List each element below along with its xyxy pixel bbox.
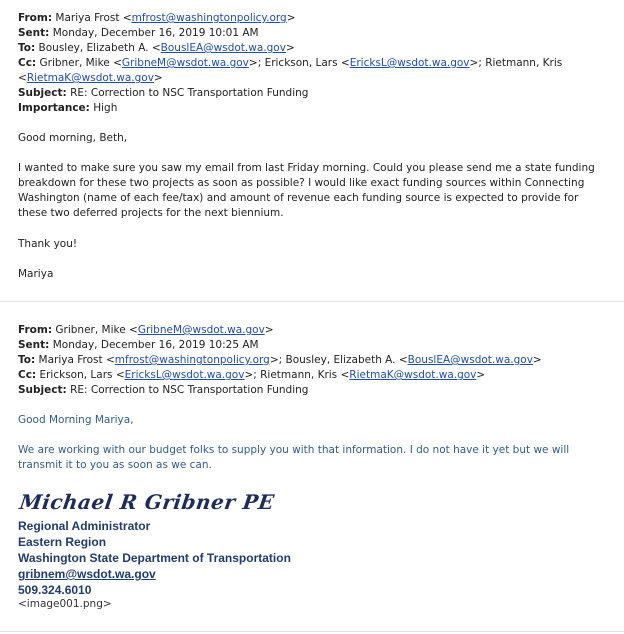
- sent-line: [18, 338, 618, 353]
- sent-label: Sent:: [18, 27, 50, 39]
- cc3-open: <: [18, 72, 27, 84]
- email-message-1: [0, 0, 624, 302]
- cc1-email-link[interactable]: GribneM@wsdot.wa.gov: [121, 57, 249, 69]
- signoff-name: Mariya: [18, 268, 54, 280]
- cc3-email-link[interactable]: RietmaK@wsdot.wa.gov: [26, 72, 154, 84]
- body-paragraph: I wanted to make sure you saw my email from last Friday morning. Could you please send me a state funding breakdown for these two projects as soon as possible? I would like exact funding sources within Connecting Washington (name of each fee/tax) and amount of revenue each funding source is expected to provide for these two deferred projects for the next biennium.: [18, 162, 595, 219]
- cc3-name: >; Rietmann, Kris: [469, 57, 563, 69]
- to-email-link[interactable]: BouslEA@wsdot.wa.gov: [160, 42, 286, 54]
- cc-line: [18, 368, 618, 383]
- email-body-1-signoff: [18, 267, 608, 282]
- cc1-email-link[interactable]: EricksL@wsdot.wa.gov: [124, 369, 245, 381]
- subject-line: [18, 383, 618, 398]
- email-header-2: [18, 323, 618, 398]
- cc3-tail: >: [153, 72, 163, 84]
- thanks-line: Thank you!: [18, 238, 78, 250]
- to-line: [18, 353, 618, 368]
- from-email-link[interactable]: mfrost@washingtonpolicy.org: [131, 12, 287, 24]
- from-email-link[interactable]: GribneM@wsdot.wa.gov: [137, 324, 265, 336]
- greeting: Good Morning Mariya,: [18, 414, 134, 426]
- greeting: Good morning, Beth,: [18, 132, 128, 144]
- to2-name: >; Bousley, Elizabeth A. <: [269, 354, 408, 366]
- subject-line: [18, 86, 618, 101]
- sent-label: Sent:: [18, 339, 50, 351]
- to-label: To:: [18, 354, 36, 366]
- signature-block: [18, 518, 291, 598]
- to1-name: Mariya Frost <: [38, 354, 115, 366]
- cc2-tail: >: [476, 369, 486, 381]
- from-label: From:: [18, 324, 53, 336]
- cc1-name: Gribner, Mike <: [39, 57, 122, 69]
- to1-email-link[interactable]: mfrost@washingtonpolicy.org: [114, 354, 270, 366]
- from-line: [18, 323, 618, 338]
- cc-line-continued: [18, 71, 618, 86]
- email-body-2-paragraph: [18, 443, 608, 473]
- from-tail: >: [286, 12, 296, 24]
- subject-value: RE: Correction to NSC Transportation Funding: [70, 384, 309, 396]
- importance-line: [18, 101, 618, 116]
- to2-tail: >: [532, 354, 542, 366]
- sent-value: Monday, December 16, 2019 10:01 AM: [52, 27, 259, 39]
- cc1-name: Erickson, Lars <: [39, 369, 125, 381]
- subject-label: Subject:: [18, 384, 67, 396]
- email-message-2: [0, 303, 624, 634]
- from-line: [18, 11, 618, 26]
- email-body-1: [18, 131, 608, 146]
- subject-label: Subject:: [18, 87, 67, 99]
- from-label: From:: [18, 12, 53, 24]
- message-divider: [0, 301, 624, 302]
- image-attachment-placeholder: <image001.png>: [18, 598, 112, 610]
- email-body-1-paragraph: [18, 161, 608, 221]
- handwritten-signature: Michael R Gribner PE: [18, 490, 276, 514]
- signature-title: Regional Administrator: [18, 519, 151, 533]
- signature-region: Eastern Region: [18, 535, 107, 549]
- signature-organization: Washington State Department of Transportation: [18, 551, 291, 565]
- bottom-divider: [0, 631, 624, 632]
- cc2-email-link[interactable]: RietmaK@wsdot.wa.gov: [349, 369, 477, 381]
- to-tail: >: [285, 42, 295, 54]
- sent-value: Monday, December 16, 2019 10:25 AM: [52, 339, 259, 351]
- email-header-1: [18, 11, 618, 116]
- from-name: Gribner, Mike <: [55, 324, 138, 336]
- email-body-1-thanks: [18, 237, 608, 252]
- from-tail: >: [264, 324, 274, 336]
- cc2-email-link[interactable]: EricksL@wsdot.wa.gov: [349, 57, 470, 69]
- to2-email-link[interactable]: BouslEA@wsdot.wa.gov: [407, 354, 533, 366]
- email-body-2-greeting: [18, 413, 608, 428]
- cc2-name: >; Rietmann, Kris <: [244, 369, 350, 381]
- to-label: To:: [18, 42, 36, 54]
- to-name: Bousley, Elizabeth A. <: [38, 42, 161, 54]
- importance-label: Importance:: [18, 102, 90, 114]
- importance-value: High: [93, 102, 118, 114]
- subject-value: RE: Correction to NSC Transportation Funding: [70, 87, 309, 99]
- from-name: Mariya Frost <: [55, 12, 132, 24]
- cc-label: Cc:: [18, 369, 37, 381]
- cc-label: Cc:: [18, 57, 37, 69]
- cc2-name: >; Erickson, Lars <: [248, 57, 350, 69]
- sent-line: [18, 26, 618, 41]
- cc-line: [18, 56, 618, 71]
- body-paragraph: We are working with our budget folks to supply you with that information. I do not have it yet but we will transmit it to you as soon as we can.: [18, 444, 570, 471]
- to-line: [18, 41, 618, 56]
- signature-phone: 509.324.6010: [18, 583, 92, 597]
- signature-email-link[interactable]: gribnem@wsdot.wa.gov: [18, 567, 156, 581]
